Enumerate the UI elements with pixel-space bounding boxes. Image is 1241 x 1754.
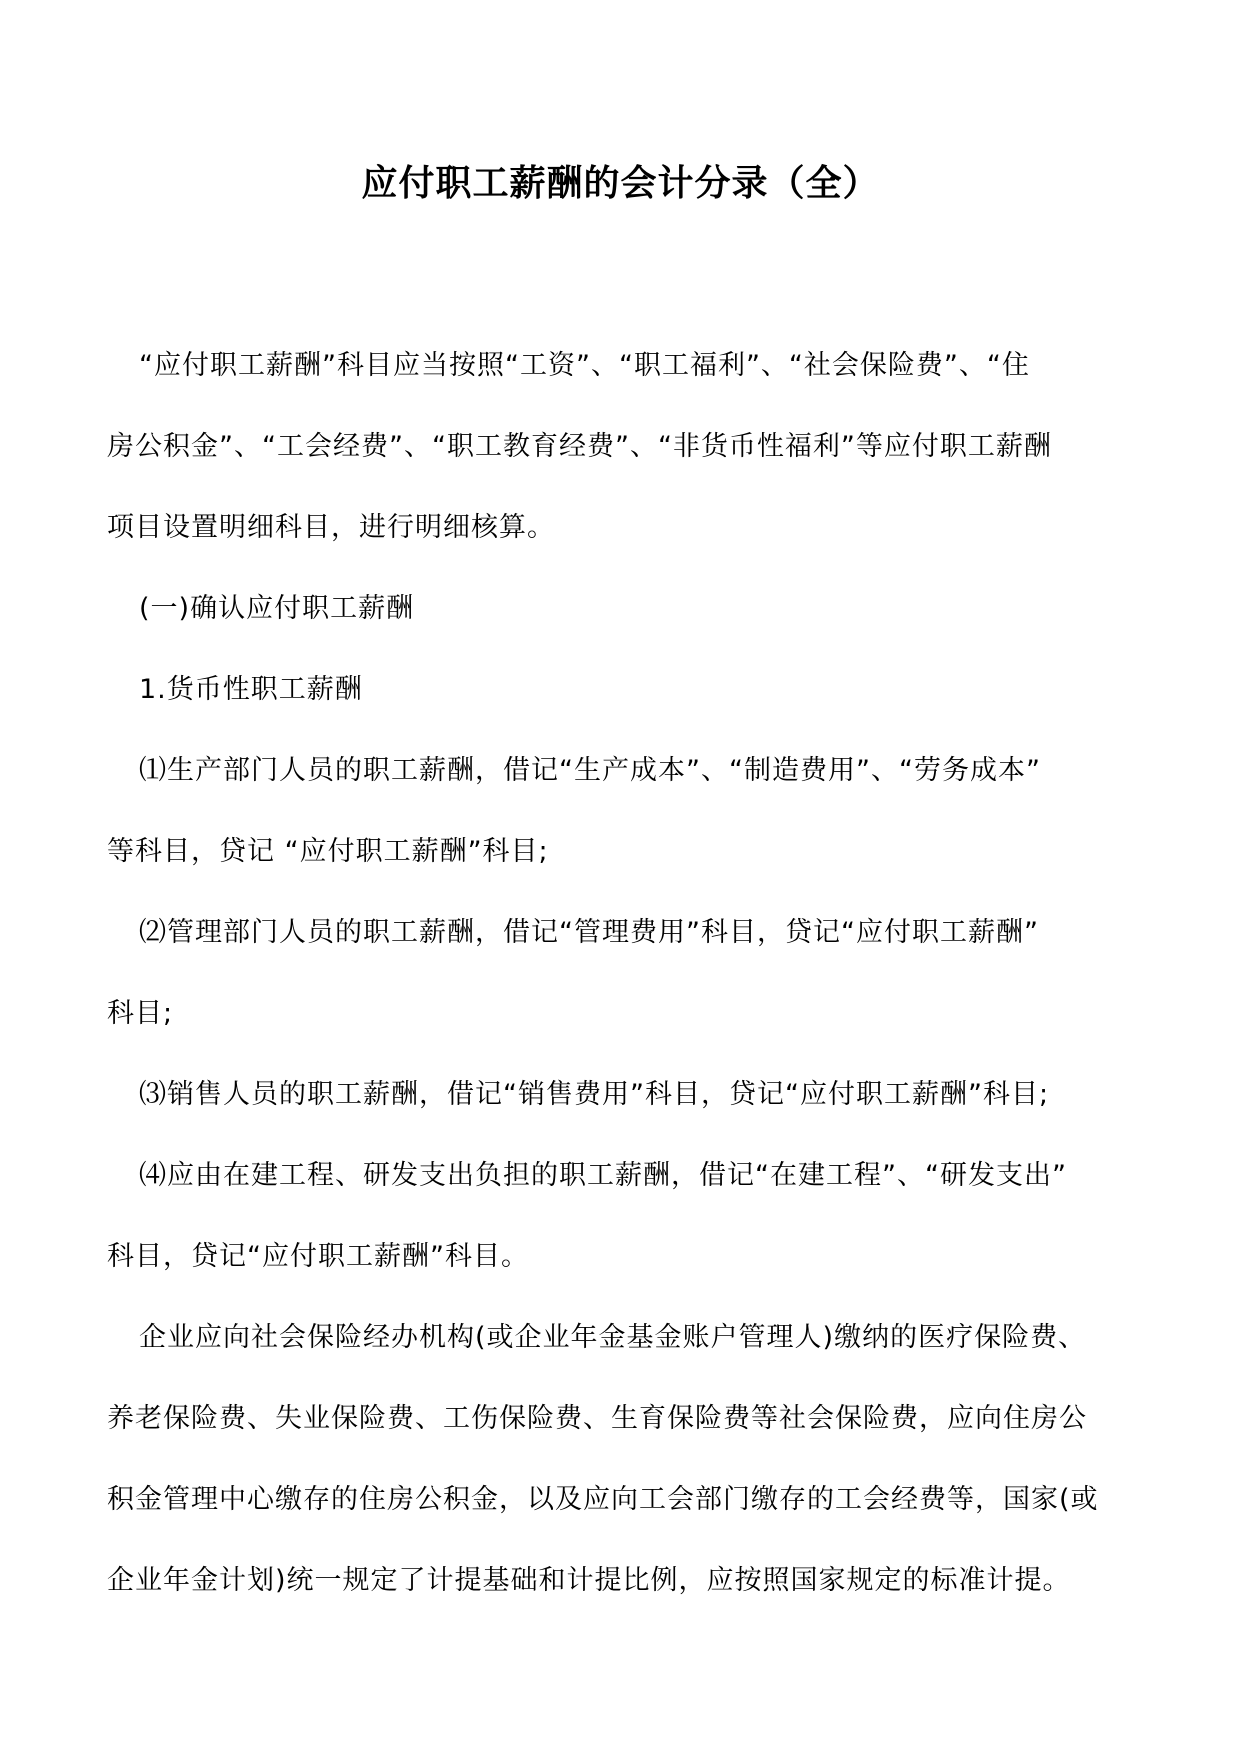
item-3-line: ⑶销售人员的职工薪酬，借记“销售费用”科目，贷记“应付职工薪酬”科目;: [139, 1079, 1050, 1110]
subsection-heading: 1.货币性职工薪酬: [139, 674, 363, 705]
document-title: 应付职工薪酬的会计分录（全）: [361, 162, 880, 204]
closing-line: 企业应向社会保险经办机构(或企业年金基金账户管理人)缴纳的医疗保险费、: [139, 1322, 1087, 1353]
document-body: [107, 325, 1137, 1621]
item-1-line: ⑴生产部门人员的职工薪酬，借记“生产成本”、“制造费用”、“劳务成本”: [139, 755, 1041, 786]
intro-line: 房公积金”、“工会经费”、“职工教育经费”、“非货币性福利”等应付职工薪酬: [107, 431, 1052, 462]
closing-line: 养老保险费、失业保险费、工伤保险费、生育保险费等社会保险费，应向住房公: [107, 1403, 1087, 1434]
item-1-line: 等科目，贷记 “应付职工薪酬”科目;: [107, 836, 549, 867]
intro-line: “应付职工薪酬”科目应当按照“工资”、“职工福利”、“社会保险费”、“住: [139, 350, 1030, 381]
closing-line: 积金管理中心缴存的住房公积金，以及应向工会部门缴存的工会经费等，国家(或: [107, 1484, 1099, 1515]
item-4-line: ⑷应由在建工程、研发支出负担的职工薪酬，借记“在建工程”、“研发支出”: [139, 1160, 1067, 1191]
item-2-line: ⑵管理部门人员的职工薪酬，借记“管理费用”科目，贷记“应付职工薪酬”: [139, 917, 1039, 948]
item-2-line: 科目;: [107, 998, 174, 1029]
item-4-line: 科目，贷记“应付职工薪酬”科目。: [107, 1241, 529, 1272]
section-heading: (一)确认应付职工薪酬: [139, 593, 415, 624]
intro-line: 项目设置明细科目，进行明细核算。: [107, 512, 555, 543]
closing-line: 企业年金计划)统一规定了计提基础和计提比例，应按照国家规定的标准计提。: [107, 1565, 1071, 1596]
